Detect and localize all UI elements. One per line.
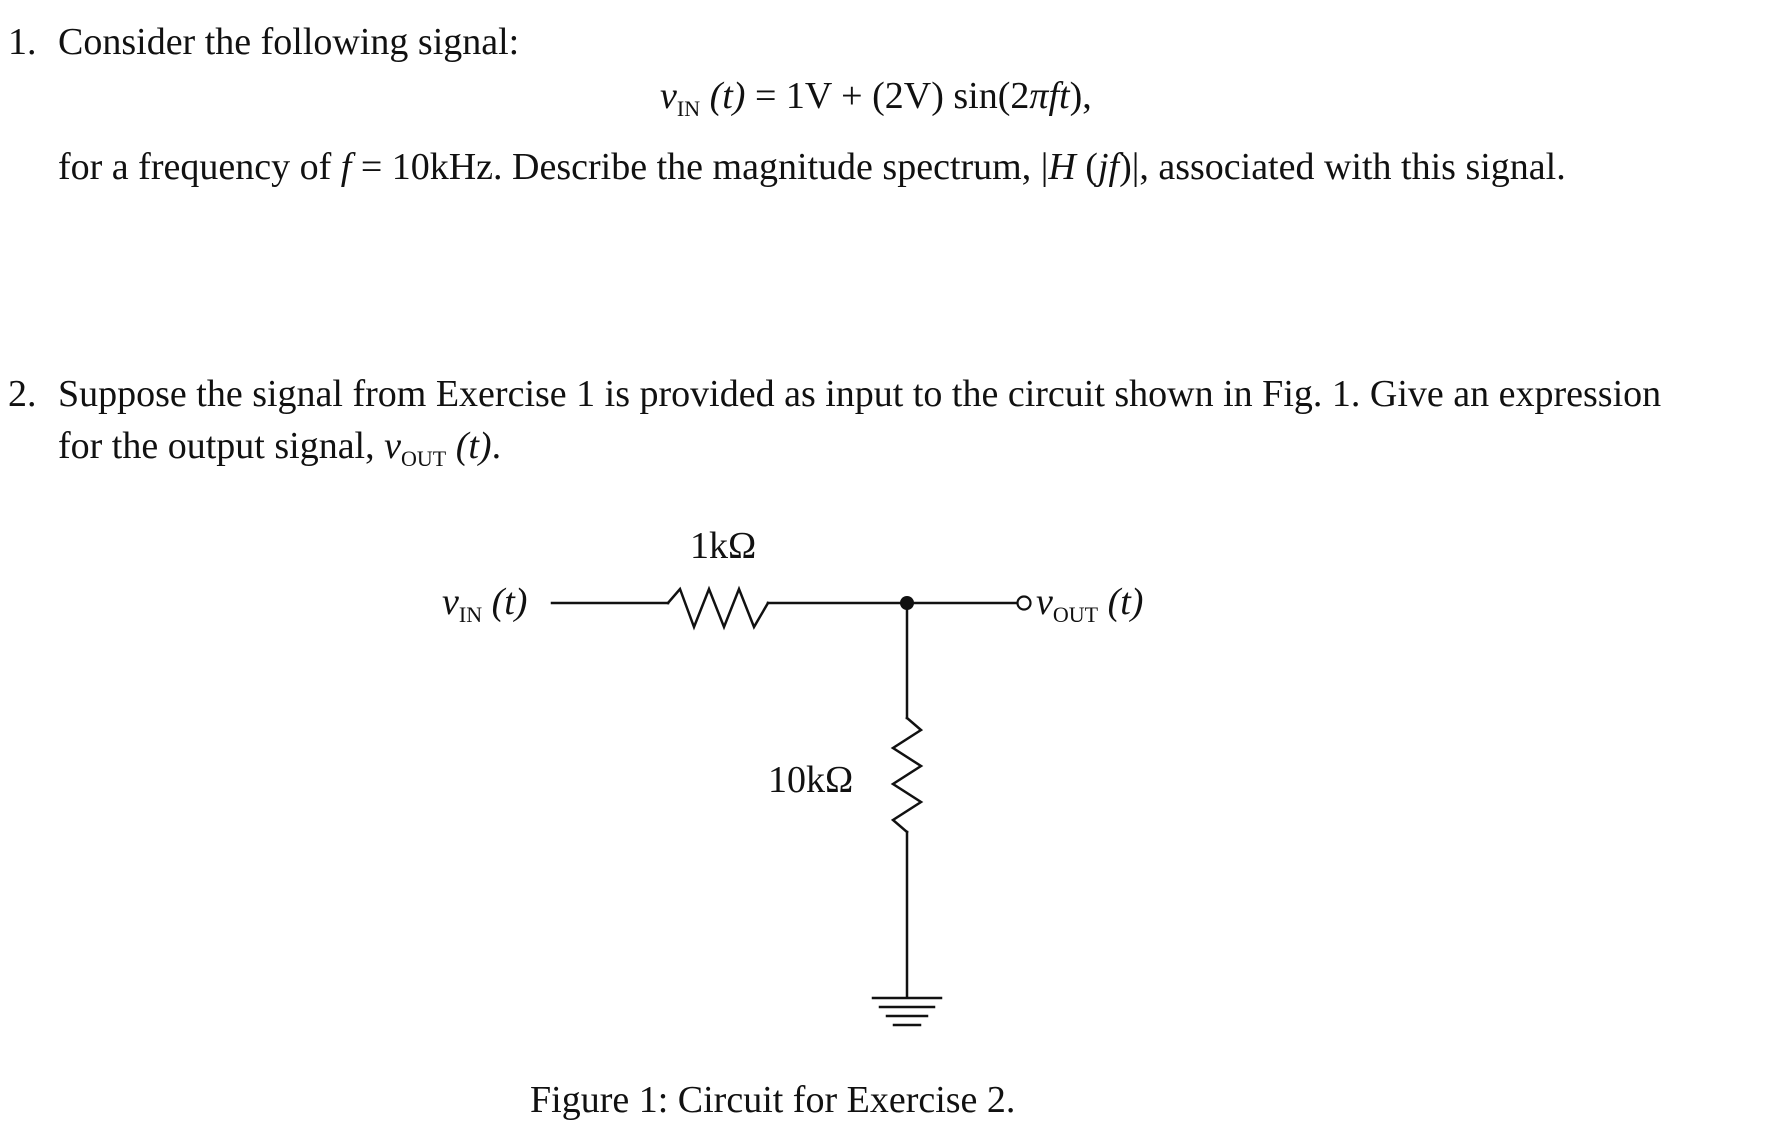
ex1-line2-suffix: |, associated with this signal. bbox=[1131, 146, 1566, 188]
ex2-line2-arg: (t) bbox=[446, 425, 492, 467]
ex2-line2-prefix: for the output signal, bbox=[58, 425, 385, 467]
output-label bbox=[1036, 580, 1143, 637]
eq-lhs-sub: IN bbox=[676, 96, 701, 121]
ex1-line2-paren-close: ) bbox=[1119, 146, 1132, 188]
eq-equals: = bbox=[754, 75, 777, 117]
ex1-line2-f: f bbox=[340, 146, 352, 188]
exercise-2-line1: Suppose the signal from Exercise 1 is provided as input to the circuit shown in Fig. 1. Give an expression bbox=[58, 373, 1662, 415]
eq-lhs-var: v bbox=[660, 75, 677, 117]
figure-caption: Figure 1: Circuit for Exercise 2. bbox=[530, 1079, 1016, 1121]
input-label-sub: IN bbox=[458, 602, 483, 627]
ex2-line2-sub: OUT bbox=[401, 446, 447, 471]
ex1-line2-jf: jf bbox=[1097, 146, 1120, 188]
eq-plus: + bbox=[841, 75, 863, 117]
ex1-line2-prefix: for a frequency of bbox=[58, 146, 341, 188]
eq-arg-open: (2 bbox=[997, 75, 1030, 117]
input-label-arg: (t) bbox=[491, 581, 528, 623]
eq-trailing: , bbox=[1082, 75, 1092, 117]
junction-node bbox=[900, 596, 914, 610]
input-label-var: v bbox=[442, 581, 459, 623]
input-label bbox=[442, 580, 527, 637]
eq-arg-close: ) bbox=[1069, 75, 1083, 117]
ex2-line2-var: v bbox=[384, 425, 401, 467]
eq-func: sin bbox=[953, 75, 998, 117]
output-label-var: v bbox=[1036, 581, 1053, 623]
output-terminal bbox=[1018, 597, 1031, 610]
eq-dc-term: 1V bbox=[785, 75, 832, 117]
eq-arg-ft: ft bbox=[1048, 75, 1070, 117]
shunt-resistor bbox=[893, 718, 921, 832]
series-resistor-label: 1kΩ bbox=[690, 525, 757, 567]
eq-lhs-arg: (t) bbox=[709, 75, 746, 117]
output-label-arg: (t) bbox=[1107, 581, 1144, 623]
ex1-line2-eq: = 10kHz. Describe the magnitude spectrum, | bbox=[351, 146, 1049, 188]
exercise-1-intro: Consider the following signal: bbox=[58, 21, 520, 63]
exercise-1-number: 1. bbox=[8, 21, 37, 63]
ex1-line2-H: H bbox=[1048, 146, 1076, 188]
series-resistor bbox=[668, 589, 768, 627]
eq-amplitude: (2V) bbox=[872, 75, 944, 117]
ex1-line2-paren-open: ( bbox=[1075, 146, 1098, 188]
ex2-line2-suffix: . bbox=[491, 425, 502, 467]
shunt-resistor-label: 10kΩ bbox=[768, 759, 854, 801]
exercise-2-number: 2. bbox=[8, 373, 37, 415]
eq-arg-pi: π bbox=[1029, 75, 1049, 117]
output-label-sub: OUT bbox=[1052, 602, 1099, 627]
